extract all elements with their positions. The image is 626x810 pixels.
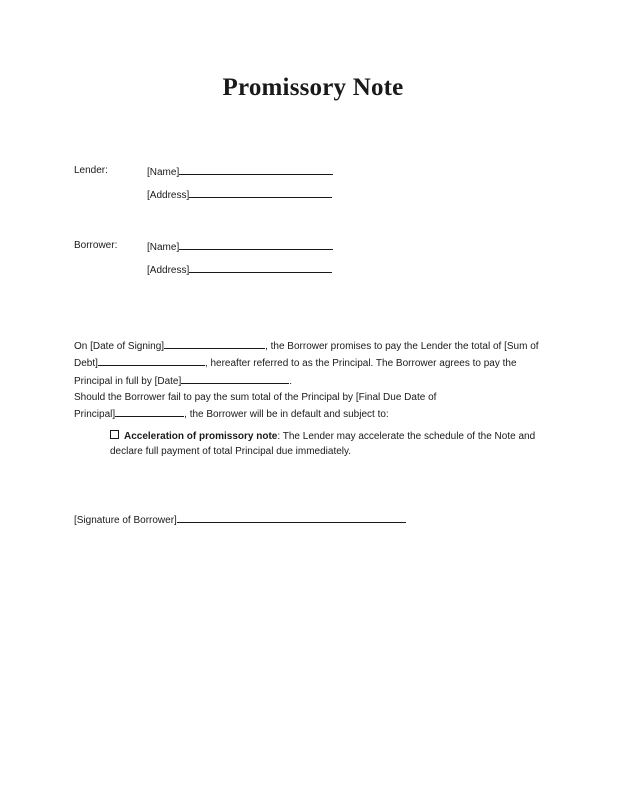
acceleration-clause bbox=[110, 429, 535, 460]
final-due-date-text: Principal] bbox=[74, 409, 116, 421]
borrower-address-line bbox=[189, 261, 332, 273]
lender-name-field[interactable] bbox=[147, 163, 333, 180]
due-date-text: Principal in full by [Date] bbox=[74, 375, 182, 387]
lender-address-field[interactable] bbox=[147, 186, 332, 203]
lender-label: Lender: bbox=[74, 165, 108, 176]
clause-line-2: declare full payment of total Principal due immediately. bbox=[110, 446, 352, 458]
lender-address-line bbox=[189, 186, 332, 198]
lender-address-placeholder: [Address] bbox=[147, 190, 190, 201]
agreement-text-1: , the Borrower promises to pay the Lender the total of [Sum of bbox=[265, 341, 539, 352]
borrower-name-placeholder: [Name] bbox=[147, 242, 180, 253]
borrower-address-field[interactable] bbox=[147, 261, 332, 278]
agreement-text-2: , hereafter referred to as the Principal. The Borrower agrees to pay the bbox=[204, 358, 517, 370]
default-line-2 bbox=[74, 405, 436, 422]
borrower-name-field[interactable] bbox=[147, 238, 333, 255]
agreement-line-1 bbox=[74, 337, 539, 354]
clause-text-1: : The Lender may accelerate the schedule of the Note and bbox=[277, 431, 536, 442]
sum-of-debt-text: Debt] bbox=[74, 358, 98, 370]
agreement-line-2 bbox=[74, 354, 539, 371]
date-of-signing-blank[interactable] bbox=[164, 337, 265, 349]
borrower-label: Borrower: bbox=[74, 240, 118, 251]
clause-line-1 bbox=[110, 429, 535, 444]
borrower-address-placeholder: [Address] bbox=[147, 265, 190, 276]
due-date-blank[interactable] bbox=[181, 372, 289, 384]
checkbox-icon[interactable] bbox=[110, 430, 119, 439]
final-due-date-blank[interactable] bbox=[115, 405, 184, 417]
signature-line bbox=[177, 511, 406, 523]
document-title: Promissory Note bbox=[222, 74, 404, 101]
default-paragraph bbox=[74, 390, 436, 423]
agreement-line-3 bbox=[74, 372, 539, 389]
lender-name-placeholder: [Name] bbox=[147, 167, 180, 178]
lender-name-line bbox=[179, 163, 333, 175]
date-of-signing-text: On [Date of Signing] bbox=[74, 341, 165, 352]
agreement-paragraph bbox=[74, 337, 539, 389]
agreement-period: . bbox=[289, 375, 293, 387]
borrower-name-line bbox=[179, 238, 333, 250]
default-text: , the Borrower will be in default and subject to: bbox=[184, 409, 389, 421]
signature-field[interactable] bbox=[74, 511, 406, 528]
signature-label: [Signature of Borrower] bbox=[74, 515, 177, 526]
sum-of-debt-blank[interactable] bbox=[98, 354, 205, 366]
clause-heading: Acceleration of promissory note bbox=[124, 431, 278, 442]
default-line-1: Should the Borrower fail to pay the sum total of the Principal by [Final Due Date of bbox=[74, 392, 437, 403]
